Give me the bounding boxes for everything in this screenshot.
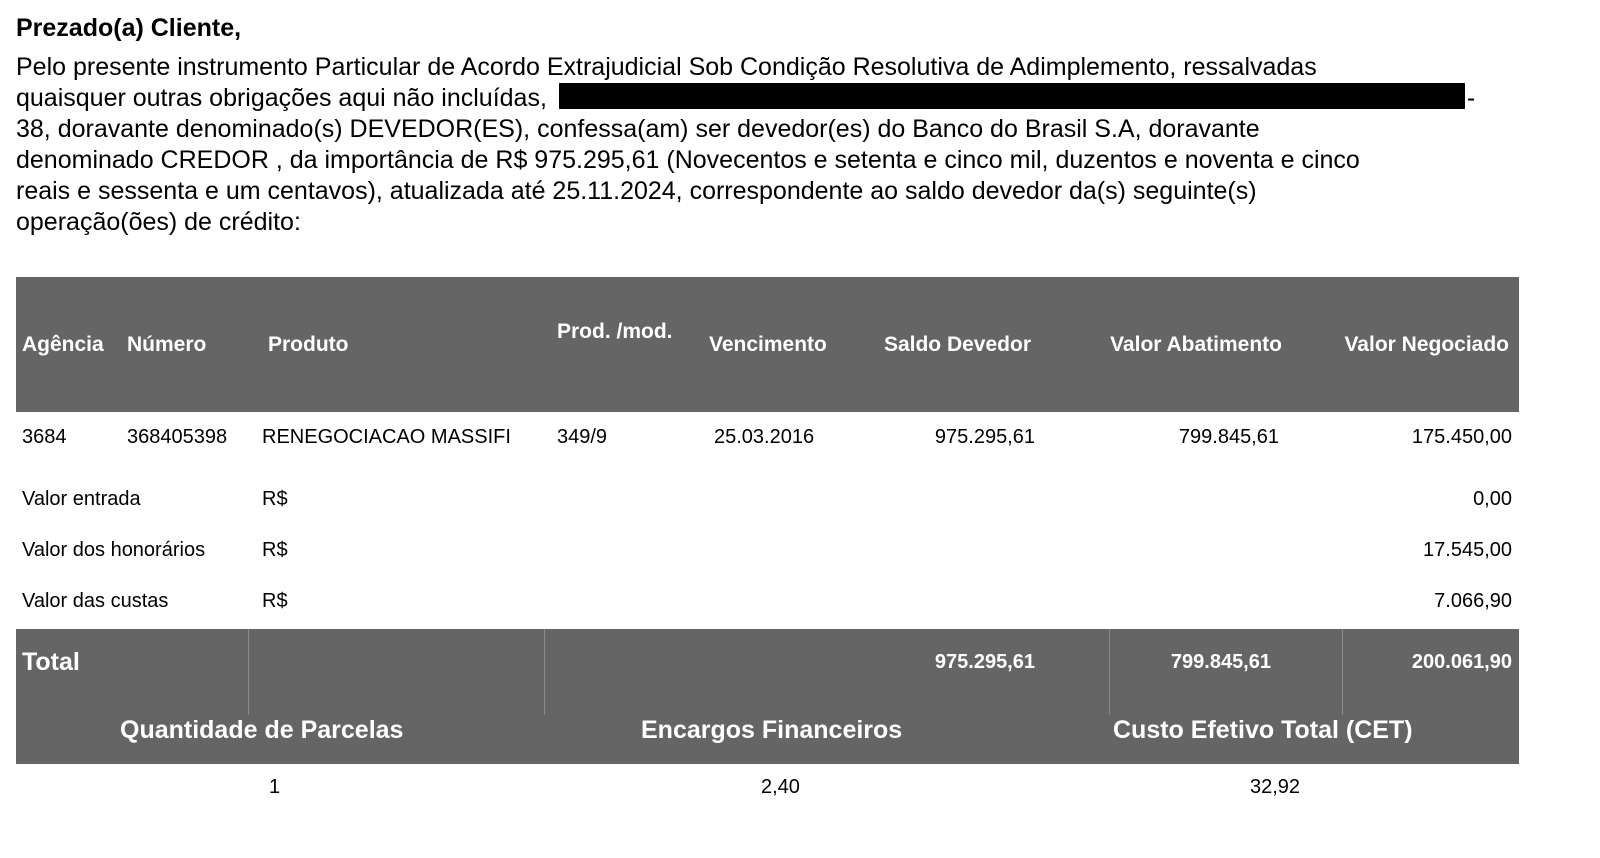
extra-value: 7.066,90 xyxy=(1434,590,1512,612)
paragraph-text: reais e sessenta e um centavos), atualizada até 25.11.2024, correspondente ao saldo devedor da(s) seguinte(s) xyxy=(16,177,1257,205)
paragraph-text: Pelo presente instrumento Particular de Acordo Extrajudicial Sob Condição Resolutiva de Adimplemento, ressalvadas xyxy=(16,53,1317,81)
paragraph-text: - xyxy=(1466,84,1476,112)
cell-prod-mod: 349/9 xyxy=(557,426,608,448)
paragraph-line xyxy=(16,83,1519,114)
extra-currency: R$ xyxy=(262,488,288,510)
cell-agencia: 3684 xyxy=(22,426,67,448)
cell-vencimento: 25.03.2016 xyxy=(714,426,815,448)
header-saldo-devedor: Saldo Devedor xyxy=(883,333,1031,356)
cell-saldo-devedor: 975.295,61 xyxy=(934,426,1035,448)
paragraph-line xyxy=(16,145,1519,176)
extra-label: Valor entrada xyxy=(22,488,141,510)
header-valor-abatimento: Valor Abatimento xyxy=(1110,333,1282,356)
cell-produto: RENEGOCIACAO MASSIFI xyxy=(262,426,511,448)
summary-header-cet: Custo Efetivo Total (CET) xyxy=(1113,716,1413,744)
cell-numero: 368405398 xyxy=(127,426,228,448)
paragraph-text: 38, doravante denominado(s) DEVEDOR(ES), confessa(am) ser devedor(es) do Banco do Brasil S.A, doravante xyxy=(16,115,1260,143)
redaction-bar xyxy=(559,83,1465,109)
extra-currency: R$ xyxy=(262,539,288,561)
cell-valor-abatimento: 799.845,61 xyxy=(1178,426,1279,448)
header-numero: Número xyxy=(127,333,207,356)
header-prod-mod: Prod. /mod. xyxy=(557,320,673,343)
extra-label: Valor dos honorários xyxy=(22,539,206,561)
header-valor-negociado: Valor Negociado xyxy=(1344,333,1509,356)
extra-currency: R$ xyxy=(262,590,288,612)
summary-header-encargos: Encargos Financeiros xyxy=(641,716,903,744)
paragraph-text: denominado CREDOR , da importância de R$ 975.295,61 (Novecentos e setenta e cinco mil, duzentos e noventa e cinco xyxy=(16,146,1360,174)
total-valor-abatimento: 799.845,61 xyxy=(1170,651,1271,673)
agreement-paragraph xyxy=(16,52,1519,238)
header-agencia: Agência xyxy=(22,333,104,356)
total-valor-negociado: 200.061,90 xyxy=(1411,651,1512,673)
greeting: Prezado(a) Cliente, xyxy=(16,14,242,42)
extra-value: 0,00 xyxy=(1473,488,1512,510)
extra-label: Valor das custas xyxy=(22,590,169,612)
header-vencimento: Vencimento xyxy=(709,333,827,356)
paragraph-text: quaisquer outras obrigações aqui não incluídas, xyxy=(16,84,547,112)
divider xyxy=(248,629,249,715)
total-label: Total xyxy=(22,648,80,676)
paragraph-line xyxy=(16,176,1519,207)
header-produto: Produto xyxy=(268,333,349,356)
summary-parcelas-value: 1 xyxy=(269,776,281,798)
paragraph-line xyxy=(16,52,1519,83)
paragraph-line xyxy=(16,114,1519,145)
total-row xyxy=(16,629,1519,715)
extra-value: 17.545,00 xyxy=(1423,539,1512,561)
paragraph-line xyxy=(16,207,1519,238)
summary-cet-value: 32,92 xyxy=(1250,776,1301,798)
paragraph-text: operação(ões) de crédito: xyxy=(16,208,301,236)
summary-header-parcelas: Quantidade de Parcelas xyxy=(120,716,404,744)
summary-encargos-value: 2,40 xyxy=(761,776,800,798)
cell-valor-negociado: 175.450,00 xyxy=(1411,426,1512,448)
total-saldo-devedor: 975.295,61 xyxy=(934,651,1035,673)
